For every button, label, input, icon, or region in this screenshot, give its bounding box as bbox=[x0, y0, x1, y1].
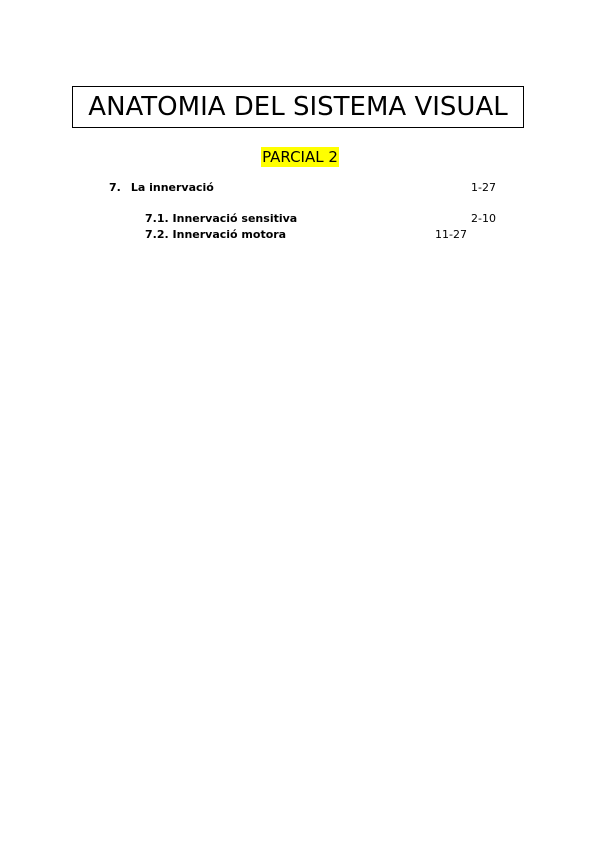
toc-section bbox=[145, 229, 286, 240]
toc-chapter-label: La innervació bbox=[130, 181, 214, 194]
title-box bbox=[72, 86, 524, 128]
toc-section-label: Innervació sensitiva bbox=[172, 212, 298, 225]
toc-section-pages: 2-10 bbox=[471, 212, 496, 225]
document-title: ANATOMIA DEL SISTEMA VISUAL bbox=[88, 92, 508, 122]
toc-chapter-number: 7. bbox=[109, 181, 121, 194]
toc-section bbox=[145, 213, 297, 224]
subtitle-wrapper bbox=[0, 147, 600, 166]
toc-section-number: 7.2. bbox=[145, 228, 169, 241]
toc-section-pages: 11-27 bbox=[435, 228, 467, 241]
toc-chapter bbox=[109, 182, 214, 193]
toc-chapter-pages: 1-27 bbox=[471, 181, 496, 194]
toc-section-label: Innervació motora bbox=[172, 228, 287, 241]
toc-section-number: 7.1. bbox=[145, 212, 169, 225]
document-subtitle: PARCIAL 2 bbox=[262, 148, 338, 166]
